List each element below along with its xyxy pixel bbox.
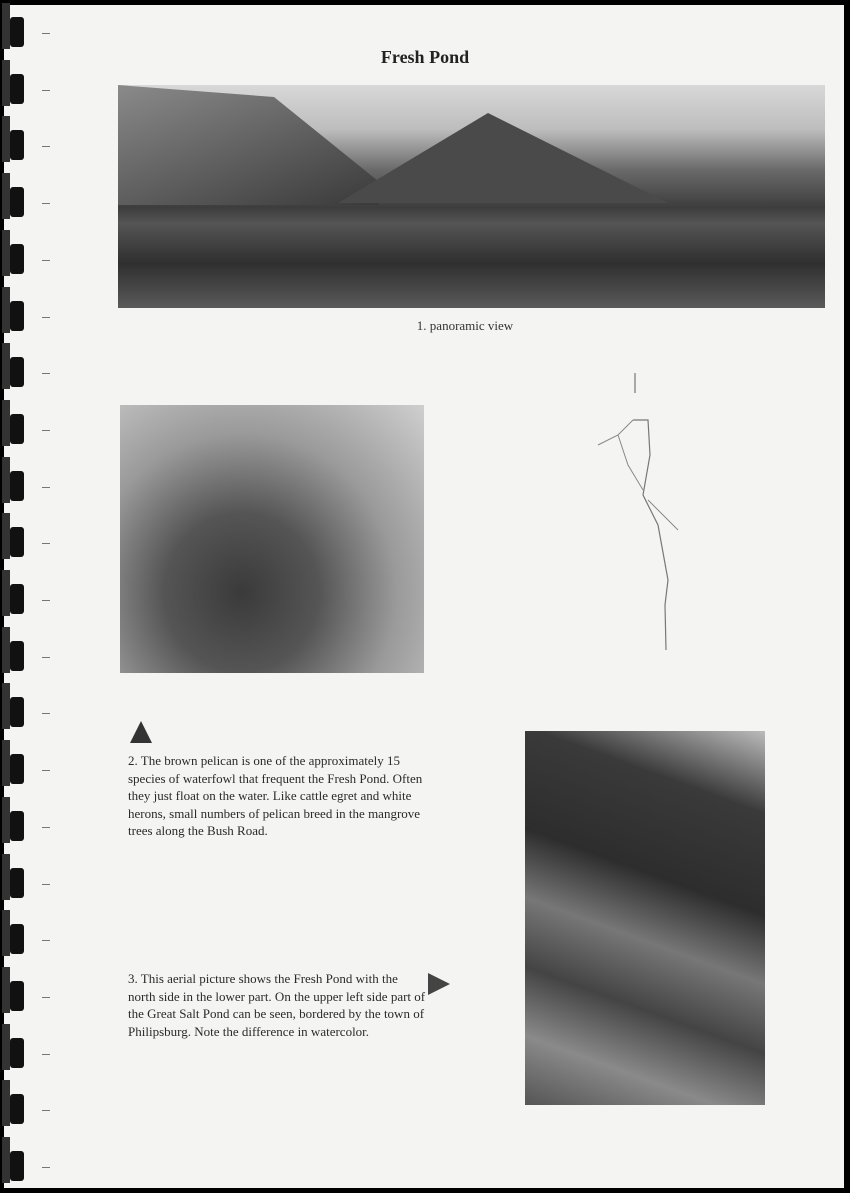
binding-mark — [42, 487, 50, 488]
route-sketch-map — [588, 365, 688, 655]
binding-ring — [10, 924, 24, 954]
binding-ring — [10, 641, 24, 671]
binding-mark — [42, 1054, 50, 1055]
binding-mark — [42, 827, 50, 828]
triangle-right-pointer-icon — [428, 973, 450, 995]
pelican-description: 2. The brown pelican is one of the approximately 15 species of waterfowl that frequent the Fresh Pond. Often they just float on the water. Like cattle egret and white herons, small numbers of pelican breed in the mangrove trees along the Bush Road. — [128, 753, 423, 838]
binding-mark — [42, 997, 50, 998]
binding-mark — [42, 940, 50, 941]
binding-ring — [10, 811, 24, 841]
binding-ring — [10, 584, 24, 614]
binding-ring — [10, 130, 24, 160]
binding-mark — [42, 600, 50, 601]
binding-ring — [10, 74, 24, 104]
binding-mark — [42, 1110, 50, 1111]
binding-mark — [42, 1167, 50, 1168]
binding-ring — [10, 17, 24, 47]
binding-mark — [42, 373, 50, 374]
binding-ring — [10, 981, 24, 1011]
binding-mark — [42, 713, 50, 714]
binding-ring — [10, 1094, 24, 1124]
spiral-binding — [4, 5, 46, 1188]
panorama-caption: 1. panoramic view — [416, 318, 514, 333]
binding-ring — [10, 1038, 24, 1068]
binding-mark — [42, 90, 50, 91]
binding-mark — [42, 146, 50, 147]
aerial-photo — [525, 731, 765, 1105]
binding-mark — [42, 203, 50, 204]
binding-ring — [10, 471, 24, 501]
binding-ring — [10, 754, 24, 784]
binding-mark — [42, 884, 50, 885]
binding-ring — [10, 357, 24, 387]
binding-mark — [42, 33, 50, 34]
binding-ring — [10, 187, 24, 217]
binding-mark — [42, 430, 50, 431]
brown-pelican-photo — [120, 405, 424, 673]
binding-ring — [10, 527, 24, 557]
binding-mark — [42, 770, 50, 771]
binding-ring — [10, 697, 24, 727]
panorama-photo — [118, 85, 825, 308]
aerial-description: 3. This aerial picture shows the Fresh Pond with the north side in the lower part. On the upper left side part of the Great Salt Pond can be seen, bordered by the town of Philipsburg. Note the difference in watercolor. — [128, 971, 426, 1039]
binding-ring — [10, 868, 24, 898]
mountain-shape — [338, 113, 668, 203]
binding-ring — [10, 244, 24, 274]
binding-mark — [42, 543, 50, 544]
triangle-up-pointer-icon — [130, 721, 152, 743]
binding-mark — [42, 657, 50, 658]
page-title: Fresh Pond — [380, 47, 470, 67]
binding-ring — [10, 1151, 24, 1181]
binding-mark — [42, 260, 50, 261]
binding-ring — [10, 414, 24, 444]
